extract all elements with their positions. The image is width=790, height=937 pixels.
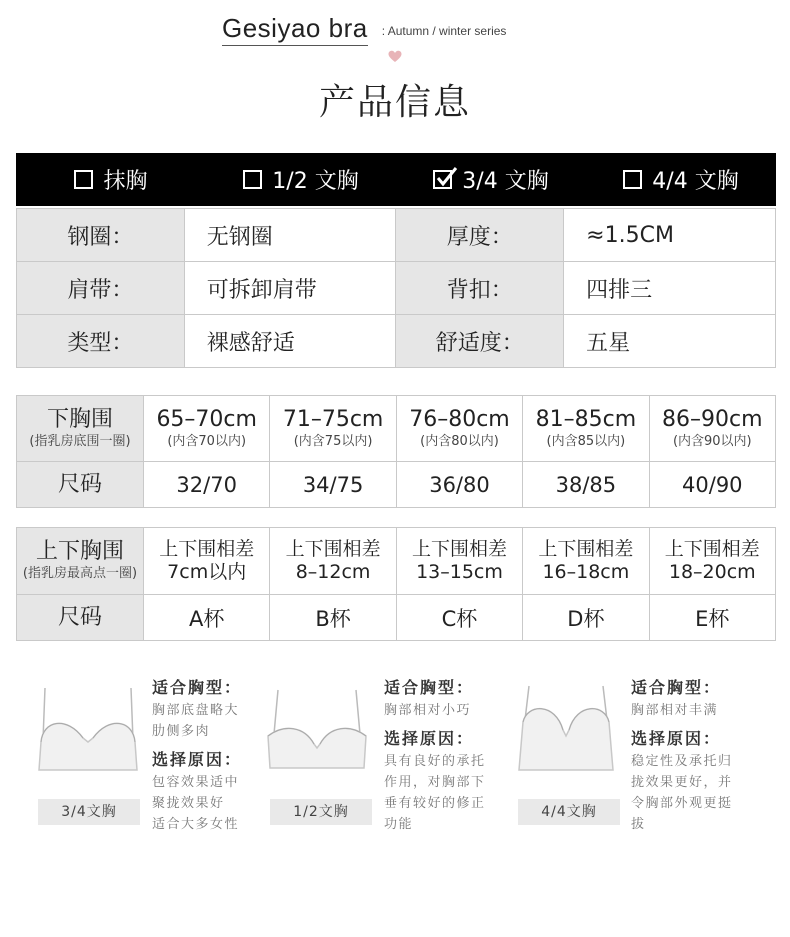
band-size: 34/75: [270, 462, 396, 508]
cup-size: A杯: [144, 595, 270, 641]
spec-value: 四排三: [564, 262, 776, 315]
desc-three-quarter: [152, 676, 272, 835]
cup-option-strapless: [16, 153, 206, 206]
suit-title: 适合胸型：: [631, 678, 722, 697]
checkbox-checked-icon: [433, 170, 452, 189]
spec-row: [17, 262, 776, 315]
spec-table: [16, 208, 776, 368]
cup-diff-line2: 18–20cm: [668, 561, 756, 583]
cup-option-label: 3/4 文胸: [462, 169, 549, 194]
caption-half: 1/2文胸: [270, 799, 372, 825]
cup-diff-cell: [523, 528, 649, 595]
suit-line: 肋侧多肉: [152, 724, 211, 739]
spec-label: 厚度：: [396, 209, 564, 262]
suit-title: 适合胸型：: [384, 678, 475, 697]
spec-label: 背扣：: [396, 262, 564, 315]
size-label: 尺码: [17, 462, 144, 508]
cup-option-label: 4/4 文胸: [652, 169, 739, 194]
brand-header: [222, 12, 506, 46]
cup-size: B杯: [270, 595, 396, 641]
cup-header-label: 上下胸围: [35, 539, 124, 564]
cup-size: D杯: [523, 595, 649, 641]
bra-half-image: [264, 684, 370, 780]
band-range-cell: [144, 396, 270, 462]
band-size-table: [16, 395, 776, 508]
band-size-row: [17, 462, 776, 508]
suit-line: 胸部底盘略大: [152, 703, 240, 718]
cup-header-note: (指乳房最高点一圈): [22, 566, 138, 581]
bra-three-quarter-image: [35, 680, 141, 780]
checkbox-empty-icon: [74, 170, 93, 189]
checkbox-empty-icon: [243, 170, 262, 189]
reason-line: 具有良好的承托: [384, 754, 486, 769]
band-header-label: 下胸围: [46, 406, 113, 432]
cup-size-table: [16, 527, 776, 641]
cup-diff-line1: 上下围相差: [538, 538, 634, 560]
reason-title: 选择原因：: [152, 750, 243, 769]
cup-diff-cell: [144, 528, 270, 595]
reason-title: 选择原因：: [384, 729, 475, 748]
band-range: 81–85cm: [535, 406, 637, 432]
spec-value: 五星: [564, 315, 776, 368]
spec-value: 裸感舒适: [184, 315, 396, 368]
brand-name: Gesiyao bra: [222, 13, 368, 46]
caption-full: 4/4文胸: [518, 799, 620, 825]
reason-line: 聚拢效果好: [152, 796, 225, 811]
band-range-note: (内含70以内): [167, 433, 247, 449]
cup-option-label: 抹胸: [103, 169, 148, 194]
reason-line: 稳定性及承托归: [631, 754, 733, 769]
spec-label: 舒适度：: [396, 315, 564, 368]
cup-diff-line1: 上下围相差: [285, 538, 381, 560]
cup-diff-line2: 7cm以内: [167, 561, 247, 583]
brand-subtitle: : Autumn / winter series: [381, 24, 507, 38]
suit-line: 胸部相对小巧: [384, 703, 472, 718]
band-range-cell: [649, 396, 775, 462]
band-size: 40/90: [649, 462, 775, 508]
cup-diff-cell: [649, 528, 775, 595]
heart-icon: [388, 50, 402, 64]
reason-line: 包容效果适中: [152, 775, 240, 790]
band-header-cell: [17, 396, 144, 462]
cup-diff-cell: [396, 528, 522, 595]
cup-diff-cell: [270, 528, 396, 595]
suit-line: 胸部相对丰满: [631, 703, 719, 718]
cup-header-cell: [17, 528, 144, 595]
band-range-row: [17, 396, 776, 462]
spec-label: 类型：: [17, 315, 185, 368]
band-size: 32/70: [144, 462, 270, 508]
band-range: 76–80cm: [409, 406, 510, 432]
reason-line: 作用，对胸部下: [384, 775, 486, 790]
band-size: 38/85: [523, 462, 649, 508]
caption-three-quarter: 3/4文胸: [38, 799, 140, 825]
bra-full-image: [513, 680, 619, 780]
cup-diff-row: [17, 528, 776, 595]
band-range-note: (内含75以内): [293, 433, 373, 449]
cup-diff-line1: 上下围相差: [159, 538, 255, 560]
spec-value: ≈1.5CM: [564, 209, 776, 262]
cup-diff-line1: 上下围相差: [411, 538, 507, 560]
band-range-note: (内含85以内): [546, 433, 626, 449]
band-range: 65–70cm: [156, 406, 257, 432]
band-range-cell: [396, 396, 522, 462]
spec-label: 肩带：: [17, 262, 185, 315]
band-range: 71–75cm: [282, 406, 384, 432]
reason-title: 选择原因：: [631, 729, 722, 748]
cup-diff-line1: 上下围相差: [664, 538, 760, 560]
reason-line: 功能: [384, 817, 414, 832]
size-label: 尺码: [17, 595, 144, 641]
spec-row: [17, 315, 776, 368]
band-range-cell: [270, 396, 396, 462]
spec-value: 可拆卸肩带: [184, 262, 396, 315]
cup-size: C杯: [396, 595, 522, 641]
band-header-note: (指乳房底围一圈): [29, 433, 131, 449]
checkbox-empty-icon: [623, 170, 642, 189]
reason-line: 拔: [631, 817, 646, 832]
page-title: 产品信息: [318, 82, 471, 123]
cup-option-three-quarter: [396, 153, 586, 206]
desc-full: [631, 676, 751, 835]
cup-option-half: [206, 153, 396, 206]
cup-option-label: 1/2 文胸: [272, 169, 359, 194]
cup-type-bar: [16, 153, 776, 206]
reason-line: 垂有较好的修正: [384, 796, 486, 811]
cup-diff-line2: 13–15cm: [416, 561, 503, 583]
band-range: 86–90cm: [662, 406, 763, 432]
spec-value: 无钢圈: [184, 209, 396, 262]
band-range-note: (内含80以内): [420, 433, 499, 449]
band-range-cell: [523, 396, 649, 462]
band-range-note: (内含90以内): [672, 433, 752, 449]
cup-size-row: [17, 595, 776, 641]
spec-row: [17, 209, 776, 262]
cup-size: E杯: [649, 595, 775, 641]
band-size: 36/80: [396, 462, 522, 508]
reason-line: 适合大多女性: [152, 817, 240, 832]
cup-diff-line2: 16–18cm: [542, 561, 630, 583]
suit-title: 适合胸型：: [152, 678, 243, 697]
cup-option-full: [586, 153, 776, 206]
reason-line: 拢效果更好，并: [631, 775, 733, 790]
reason-line: 令胸部外观更挺: [631, 796, 733, 811]
cup-diff-line2: 8–12cm: [295, 561, 371, 583]
desc-half: [384, 676, 504, 835]
spec-label: 钢圈：: [17, 209, 185, 262]
